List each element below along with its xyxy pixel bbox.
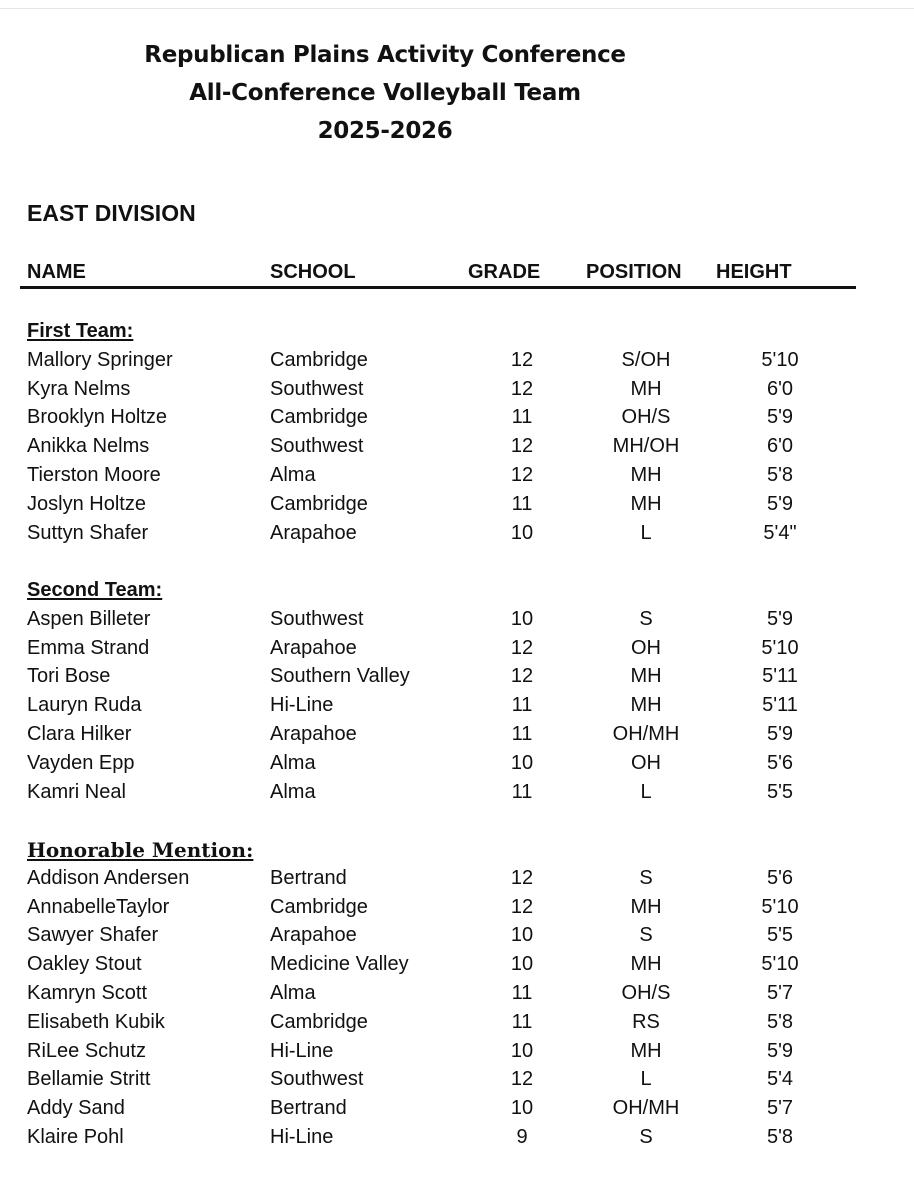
table-row: [0, 349, 914, 378]
player-height: 5'5: [766, 924, 794, 947]
player-position: OH/S: [621, 982, 671, 1004]
player-position: OH: [631, 751, 661, 774]
player-position: S: [639, 866, 653, 889]
player-school: Cambridge: [270, 348, 368, 371]
player-grade: 11: [511, 406, 533, 429]
player-name: Aspen Billeter: [27, 607, 151, 630]
player-height: 5'7: [766, 982, 794, 1004]
player-school: Arapahoe: [270, 636, 357, 659]
table-row: [0, 435, 914, 464]
player-height: 5'10: [761, 953, 799, 976]
player-school: Hi-Line: [270, 694, 334, 717]
player-name: Mallory Springer: [27, 348, 173, 371]
player-height: 5'11: [762, 694, 798, 717]
player-school: Bertrand: [270, 1097, 347, 1120]
player-name: Oakley Stout: [27, 953, 142, 976]
player-school: Medicine Valley: [270, 953, 409, 976]
table-row: [0, 896, 914, 925]
player-position: MH: [630, 464, 662, 486]
player-grade: 11: [511, 780, 533, 803]
player-school: Hi-Line: [270, 1039, 334, 1062]
player-name: Joslyn Holtze: [27, 492, 146, 515]
player-name: Klaire Pohl: [27, 1126, 124, 1148]
table-row: [0, 665, 914, 694]
player-height: 5'11: [762, 665, 798, 688]
player-grade: 10: [510, 1097, 534, 1120]
player-grade: 12: [510, 636, 534, 659]
player-school: Hi-Line: [270, 1126, 334, 1148]
player-height: 5'10: [761, 348, 799, 371]
player-name: Vayden Epp: [27, 751, 135, 774]
player-name: Addy Sand: [27, 1097, 125, 1120]
player-position: MH: [630, 1039, 662, 1062]
player-position: MH/OH: [612, 435, 680, 458]
table-row: [0, 464, 914, 493]
player-grade: 10: [510, 751, 534, 774]
player-school: Arapahoe: [270, 924, 357, 947]
player-position: MH: [630, 895, 662, 918]
player-grade: 10: [510, 924, 534, 947]
team-title: All-Conference Volleyball Team: [189, 80, 581, 106]
player-name: Lauryn Ruda: [27, 694, 142, 717]
player-grade: 12: [510, 377, 534, 400]
table-row: [0, 378, 914, 407]
player-school: Arapahoe: [270, 521, 357, 544]
player-height: 5'10: [761, 895, 799, 918]
table-row: [0, 924, 914, 953]
table-row: [0, 1068, 914, 1097]
section-title: Honorable Mention:: [27, 838, 254, 862]
table-row: [0, 1097, 914, 1126]
player-name: Suttyn Shafer: [27, 521, 149, 544]
table-row: [0, 406, 914, 435]
player-grade: 10: [510, 607, 534, 630]
player-name: RiLee Schutz: [27, 1039, 146, 1062]
player-school: Alma: [270, 982, 316, 1004]
top-border: [0, 8, 914, 9]
col-grade: GRADE: [468, 261, 541, 283]
col-name: NAME: [27, 261, 86, 283]
player-position: S: [639, 924, 653, 947]
section-title: First Team:: [27, 320, 134, 342]
player-school: Southwest: [270, 607, 364, 630]
player-name: AnnabelleTaylor: [27, 895, 170, 918]
division-heading: EAST DIVISION: [27, 200, 196, 226]
player-position: MH: [630, 492, 662, 515]
player-school: Cambridge: [270, 895, 368, 918]
player-school: Cambridge: [270, 406, 368, 429]
player-grade: 11: [511, 492, 533, 515]
player-height: 5'6: [766, 751, 794, 774]
player-height: 5'8: [766, 1126, 794, 1148]
player-position: MH: [630, 377, 662, 400]
player-name: Anikka Nelms: [27, 435, 150, 458]
col-school: SCHOOL: [270, 261, 356, 283]
player-grade: 11: [511, 1010, 533, 1033]
conference-title: Republican Plains Activity Conference: [144, 42, 626, 68]
table-row: [0, 1040, 914, 1069]
player-grade: 12: [510, 1068, 534, 1091]
player-height: 5'9: [766, 492, 794, 515]
player-school: Southwest: [270, 1068, 364, 1091]
player-name: Emma Strand: [27, 636, 150, 659]
player-height: 5'10: [761, 636, 799, 659]
table-row: [0, 522, 914, 551]
table-row: [0, 694, 914, 723]
player-name: Bellamie Stritt: [27, 1068, 151, 1091]
player-height: 6'0: [766, 377, 794, 400]
player-position: MH: [630, 694, 662, 717]
player-grade: 9: [516, 1126, 528, 1148]
player-height: 5'9: [766, 607, 794, 630]
table-row: [0, 1011, 914, 1040]
player-position: OH/S: [621, 406, 671, 429]
player-height: 5'8: [766, 464, 794, 486]
player-school: Alma: [270, 751, 316, 774]
table-row: [0, 608, 914, 637]
player-position: MH: [630, 665, 662, 688]
player-school: Southern Valley: [270, 665, 410, 688]
player-grade: 12: [510, 866, 534, 889]
player-school: Southwest: [270, 377, 364, 400]
table-row: [0, 493, 914, 522]
season-title: 2025-2026: [317, 118, 453, 144]
player-position: L: [640, 1068, 652, 1091]
player-school: Cambridge: [270, 1010, 368, 1033]
player-position: L: [640, 780, 652, 803]
player-name: Brooklyn Holtze: [27, 406, 168, 429]
player-position: OH: [631, 636, 661, 659]
player-name: Tierston Moore: [27, 464, 161, 486]
player-grade: 11: [511, 694, 533, 717]
player-position: OH/MH: [612, 723, 680, 745]
player-position: OH/MH: [612, 1097, 680, 1120]
player-height: 5'9: [766, 1039, 794, 1062]
player-grade: 12: [510, 665, 534, 688]
player-grade: 12: [510, 895, 534, 918]
player-position: MH: [630, 953, 662, 976]
player-height: 5'9: [766, 406, 794, 429]
player-grade: 11: [511, 723, 533, 745]
player-height: 5'8: [766, 1010, 794, 1033]
player-name: Kyra Nelms: [27, 377, 131, 400]
player-height: 5'4: [766, 1068, 794, 1091]
player-grade: 12: [510, 464, 534, 486]
section-title: Second Team:: [27, 579, 163, 601]
player-position: S/OH: [621, 348, 671, 371]
table-row: [0, 1126, 914, 1155]
table-row: [0, 723, 914, 752]
player-school: Alma: [270, 464, 316, 486]
player-grade: 11: [511, 982, 533, 1004]
player-height: 6'0: [766, 435, 794, 458]
table-row: [0, 982, 914, 1011]
player-name: Tori Bose: [27, 665, 111, 688]
player-school: Arapahoe: [270, 723, 357, 745]
header-rule: [20, 286, 856, 289]
table-row: [0, 867, 914, 896]
player-height: 5'9: [766, 723, 794, 745]
player-name: Kamryn Scott: [27, 982, 148, 1004]
player-grade: 10: [510, 521, 534, 544]
player-height: 5'4": [763, 521, 797, 544]
player-name: Sawyer Shafer: [27, 924, 159, 947]
col-position: POSITION: [586, 261, 682, 283]
player-name: Elisabeth Kubik: [27, 1010, 165, 1033]
player-name: Kamri Neal: [27, 780, 126, 803]
player-school: Southwest: [270, 435, 364, 458]
table-row: [0, 953, 914, 982]
table-row: [0, 637, 914, 666]
player-school: Cambridge: [270, 492, 368, 515]
player-grade: 10: [510, 1039, 534, 1062]
player-height: 5'6: [766, 866, 794, 889]
player-height: 5'5: [766, 780, 794, 803]
player-school: Alma: [270, 780, 316, 803]
player-position: RS: [632, 1010, 660, 1033]
player-school: Bertrand: [270, 866, 347, 889]
player-position: L: [640, 521, 652, 544]
player-position: S: [639, 607, 653, 630]
player-name: Addison Andersen: [27, 866, 190, 889]
player-name: Clara Hilker: [27, 723, 132, 745]
col-height: HEIGHT: [716, 261, 792, 283]
player-grade: 10: [510, 953, 534, 976]
player-grade: 12: [510, 435, 534, 458]
player-height: 5'7: [766, 1097, 794, 1120]
table-row: [0, 752, 914, 781]
player-position: S: [639, 1126, 653, 1148]
player-grade: 12: [510, 348, 534, 371]
table-row: [0, 781, 914, 810]
